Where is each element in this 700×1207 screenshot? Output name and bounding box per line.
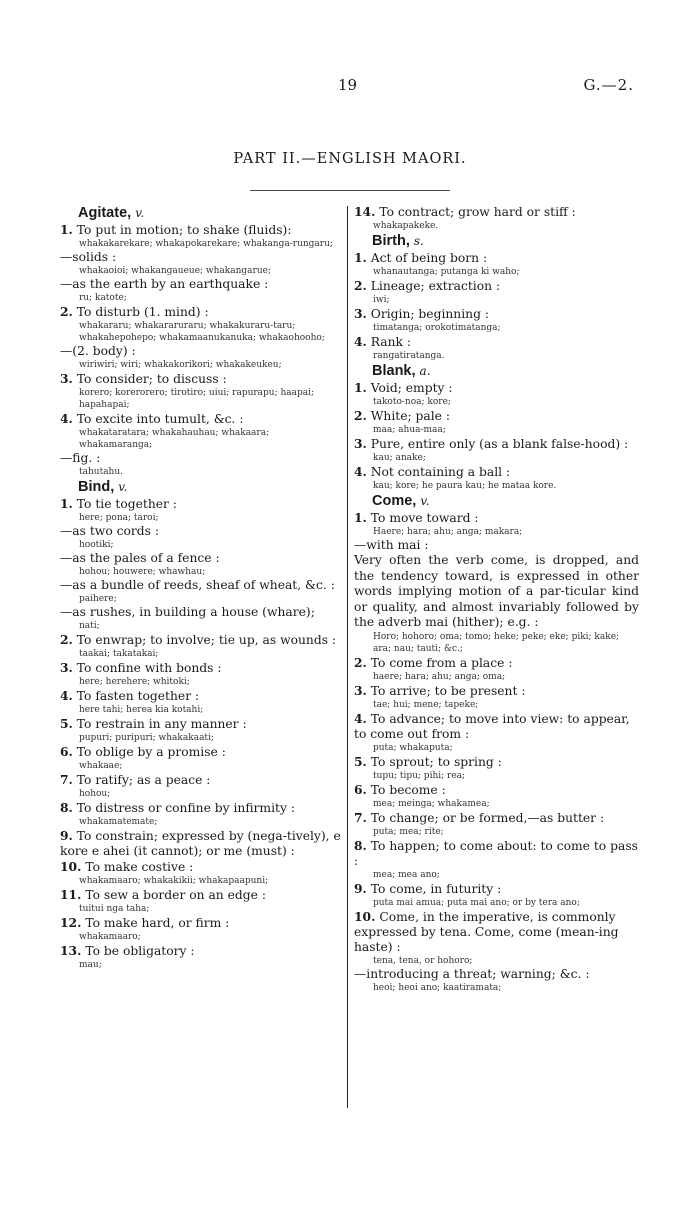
sense-number: 14.: [354, 204, 376, 219]
definition-text: To disturb (1. mind) :: [76, 305, 209, 319]
headword: Blank,: [372, 363, 416, 379]
definition: [60, 716, 344, 732]
maori-equivalents: tupu; tipu; pihi; rea;: [373, 770, 466, 781]
part-of-speech: a.: [419, 364, 431, 378]
headword: Bind,: [78, 479, 115, 495]
sense-number: 3.: [354, 436, 367, 451]
definition: [354, 881, 639, 897]
definition: [354, 838, 639, 869]
maori-equivalents: hohou; houwere; whawhau;: [79, 567, 206, 577]
sense-number: 7.: [60, 772, 73, 787]
definition: [354, 436, 639, 452]
part-of-speech: s.: [413, 234, 424, 248]
sense-number: 2.: [354, 654, 367, 670]
sense-number: 1.: [354, 510, 367, 525]
definition: [354, 278, 639, 294]
definition-text: Origin; beginning :: [370, 307, 490, 321]
definition-text: To put in motion; to shake (fluids):: [76, 223, 292, 237]
maori-equivalents: hootiki;: [79, 540, 114, 550]
sense-number: 1.: [60, 496, 73, 511]
maori-equivalents: whanautanga; putanga ki waho;: [373, 267, 520, 277]
definition: [354, 204, 639, 220]
maori-equivalents: tae; hui; mene; tapeke;: [373, 699, 479, 710]
headword: Agitate,: [78, 205, 132, 221]
definition: [60, 828, 344, 859]
entry-headword: [78, 204, 344, 222]
definition-text: To confine with bonds :: [76, 661, 222, 675]
definition: [60, 411, 344, 427]
maori-equivalents: nati;: [79, 621, 100, 631]
part-of-speech: v.: [135, 206, 145, 220]
maori-equivalents: here tahi; herea kia kotahi;: [79, 705, 204, 715]
definition: [354, 334, 639, 350]
definition: [354, 464, 639, 480]
maori-equivalents: rangatiratanga.: [373, 351, 445, 361]
sense-number: 2.: [354, 408, 367, 423]
sense-number: 13.: [60, 943, 82, 958]
maori-equivalents: ru; katote;: [79, 293, 127, 303]
sub-sense: —as a bundle of reeds, sheaf of wheat, &c. :: [60, 578, 335, 592]
sub-sense: —introducing a threat; warning; &c. :: [354, 966, 590, 981]
maori-equivalents: puta; mea; rite;: [373, 826, 444, 837]
maori-equivalents: puta mai amua; puta mai ano; or by tera ano;: [373, 897, 580, 908]
sense-number: 2.: [60, 632, 73, 647]
sub-sense: —with mai :: [354, 538, 429, 552]
sense-number: 5.: [60, 716, 73, 731]
definition-text: To enwrap; to involve; tie up, as wounds :: [76, 633, 337, 647]
definition-text: To restrain in any manner :: [76, 717, 247, 731]
definition: [60, 496, 344, 512]
sense-number: 6.: [60, 744, 73, 759]
maori-equivalents: mea; mea ano;: [373, 869, 440, 880]
definition: [60, 800, 344, 816]
maori-equivalents: heoi; heoi ano; kaatiramata;: [373, 982, 502, 993]
sub-sense: —solids :: [60, 250, 117, 264]
definition: [60, 222, 344, 238]
definition: [60, 304, 344, 320]
definition-text: To sew a border on an edge :: [85, 888, 266, 902]
definition-text: To make costive :: [85, 860, 194, 874]
maori-equivalents: pupuri; puripuri; whakakaati;: [79, 733, 214, 743]
definition-text: To be obligatory :: [85, 944, 195, 958]
definition: [60, 859, 344, 875]
sense-number: 3.: [60, 371, 73, 386]
usage-note: Very often the verb come, is dropped, and the tendency toward, is expressed in other words implying motion of a par-ticular kind or quality, and almost invariably followed by the adverb mai (hither); e.g. :: [354, 553, 639, 630]
sense-number: 10.: [354, 908, 376, 924]
page-title: PART II.—ENGLISH MAORI.: [233, 151, 467, 167]
page-number: 19: [338, 76, 358, 94]
maori-equivalents: here; herehere; whitoki;: [79, 677, 190, 687]
sense-number: 2.: [60, 304, 73, 319]
definition: [354, 909, 639, 955]
definition-text: To contract; grow hard or stiff :: [379, 205, 576, 219]
sense-number: 4.: [60, 688, 73, 703]
definition: [354, 711, 639, 742]
part-of-speech: v.: [118, 480, 128, 494]
sense-number: 8.: [60, 800, 73, 815]
sense-number: 4.: [60, 411, 73, 426]
definition-text: To oblige by a promise :: [76, 745, 226, 759]
maori-equivalents: iwi;: [373, 295, 390, 305]
sense-number: 3.: [60, 660, 73, 675]
maori-equivalents: Haere; hara; ahu; anga; makara;: [373, 527, 523, 537]
sub-sense: —fig. :: [60, 451, 101, 465]
definition-text: To consider; to discuss :: [76, 372, 227, 386]
sense-number: 4.: [354, 710, 367, 726]
maori-equivalents: paihere;: [79, 594, 117, 604]
definition: [60, 632, 344, 648]
definition-text: To arrive; to be present :: [370, 683, 526, 698]
maori-equivalents: tena, tena, or hohoro;: [373, 955, 473, 966]
entry-headword: [78, 478, 344, 496]
column-divider: [347, 206, 348, 1108]
sense-number: 12.: [60, 915, 82, 930]
sense-number: 9.: [60, 828, 73, 843]
definition-text: Act of being born :: [370, 251, 488, 265]
definition: [60, 688, 344, 704]
definition-text: To tie together :: [76, 497, 177, 511]
right-column: [354, 204, 639, 994]
headword: Birth,: [372, 233, 410, 249]
sense-number: 1.: [354, 380, 367, 395]
document-code: G.—2.: [583, 76, 634, 94]
definition: [354, 306, 639, 322]
sense-number: 1.: [354, 250, 367, 265]
definition-text: To move toward :: [370, 511, 479, 525]
sense-number: 1.: [60, 222, 73, 237]
maori-equivalents: tahutahu.: [79, 467, 124, 477]
title-rule: [250, 190, 450, 191]
definition-text: White; pale :: [370, 409, 450, 423]
sub-sense: —as two cords :: [60, 524, 160, 538]
definition: [60, 744, 344, 760]
maori-equivalents: here; pona; taroi;: [79, 513, 159, 523]
definition: [354, 510, 639, 526]
maori-equivalents: hohou;: [79, 789, 111, 799]
sense-number: 5.: [354, 753, 367, 769]
sub-sense: —as the earth by an earthquake :: [60, 277, 269, 291]
maori-equivalents: maa; ahua-maa;: [373, 425, 446, 435]
definition: [354, 810, 639, 826]
definition: [354, 250, 639, 266]
definition-text: To advance; to move into view: to appear, to come out from :: [354, 711, 630, 741]
maori-equivalents: haere; hara; ahu; anga; oma;: [373, 671, 506, 682]
maori-equivalents: whakapakeke.: [373, 221, 439, 231]
sense-number: 10.: [60, 859, 82, 874]
maori-equivalents: whakataratara; whakahauhau; whakaara; whakamaranga;: [79, 428, 270, 450]
definition: [354, 782, 639, 798]
maori-equivalents: Horo; hohoro; oma; tomo; heke; peke; eke; piki; kake; ara; nau; tauti; &c.;: [373, 631, 620, 654]
definition-text: To come, in futurity :: [370, 881, 502, 896]
definition: [354, 683, 639, 699]
sense-number: 4.: [354, 334, 367, 349]
definition-text: To come from a place :: [370, 655, 513, 670]
maori-equivalents: kau; anake;: [373, 453, 426, 463]
definition-text: To change; or be formed,—as butter :: [370, 810, 605, 825]
maori-equivalents: whakaae;: [79, 761, 123, 771]
definition-text: To constrain; expressed by (nega-tively), e kore e ahei (it cannot); or me (must) :: [60, 829, 341, 858]
headword: Come,: [372, 493, 417, 509]
definition-text: Void; empty :: [370, 381, 453, 395]
definition: [60, 371, 344, 387]
maori-equivalents: whakararu; whakararuraru; whakakuraru-taru; whakahepohepo; whakamaanukanuka; whakaohooho;: [79, 321, 325, 343]
definition-text: To become :: [370, 782, 446, 797]
maori-equivalents: wiriwiri; wiri; whakakorikori; whakakeukeu;: [79, 360, 282, 370]
definition: [354, 754, 639, 770]
definition-text: Not containing a ball :: [370, 465, 511, 479]
sense-number: 3.: [354, 306, 367, 321]
sense-number: 4.: [354, 464, 367, 479]
sense-number: 7.: [354, 809, 367, 825]
maori-equivalents: whakamaaro;: [79, 932, 141, 942]
sub-sense: —(2. body) :: [60, 344, 136, 358]
definition: [60, 887, 344, 903]
sub-sense: —as the pales of a fence :: [60, 551, 220, 565]
maori-equivalents: takoto-noa; kore;: [373, 397, 451, 407]
maori-equivalents: tuitui nga taha;: [79, 904, 150, 914]
definition: [354, 655, 639, 671]
entry-headword: [372, 362, 639, 380]
definition-text: To happen; to come about: to come to pass :: [354, 838, 638, 868]
definition-text: Lineage; extraction :: [370, 279, 501, 293]
sense-number: 11.: [60, 887, 82, 902]
definition-text: Rank :: [370, 335, 412, 349]
sense-number: 8.: [354, 837, 367, 853]
definition: [60, 772, 344, 788]
maori-equivalents: korero; korerorero; tirotiro; uiui; rapurapu; haapai; hapahapai;: [79, 388, 315, 410]
sense-number: 2.: [354, 278, 367, 293]
definition: [60, 915, 344, 931]
maori-equivalents: mau;: [79, 960, 102, 970]
maori-equivalents: whakakarekare; whakapokarekare; whakanga-rungaru;: [79, 239, 333, 249]
definition: [60, 943, 344, 959]
maori-equivalents: kau; kore; he paura kau; he mataa kore.: [373, 481, 557, 491]
definition-text: To ratify; as a peace :: [76, 773, 211, 787]
definition: [354, 408, 639, 424]
definition-text: To fasten together :: [76, 689, 200, 703]
part-of-speech: v.: [420, 494, 430, 508]
definition-text: To distress or confine by infirmity :: [76, 801, 295, 815]
definition-text: To sprout; to spring :: [370, 754, 502, 769]
definition: [354, 380, 639, 396]
maori-equivalents: mea; meinga; whakamea;: [373, 798, 490, 809]
maori-equivalents: whakamatemate;: [79, 817, 158, 827]
definition-text: To make hard, or firm :: [85, 916, 230, 930]
definition-text: Come, in the imperative, is commonly expressed by tena. Come, come (mean-ing haste) :: [354, 909, 619, 954]
definition: [60, 660, 344, 676]
sense-number: 6.: [354, 781, 367, 797]
definition-text: To excite into tumult, &c. :: [76, 412, 244, 426]
maori-equivalents: taakai; takatakai;: [79, 649, 159, 659]
sense-number: 3.: [354, 682, 367, 698]
maori-equivalents: timatanga; orokotimatanga;: [373, 323, 501, 333]
maori-equivalents: whakamaaro; whakakikii; whakapaapuni;: [79, 876, 269, 886]
maori-equivalents: whakaoioi; whakangaueue; whakangarue;: [79, 266, 271, 276]
left-column: [60, 204, 344, 971]
maori-equivalents: puta; whakaputa;: [373, 742, 453, 753]
entry-headword: [372, 492, 639, 510]
definition-text: Pure, entire only (as a blank false-hood) :: [370, 437, 629, 451]
entry-headword: [372, 232, 639, 250]
sense-number: 9.: [354, 880, 367, 896]
sub-sense: —as rushes, in building a house (whare);: [60, 605, 315, 619]
